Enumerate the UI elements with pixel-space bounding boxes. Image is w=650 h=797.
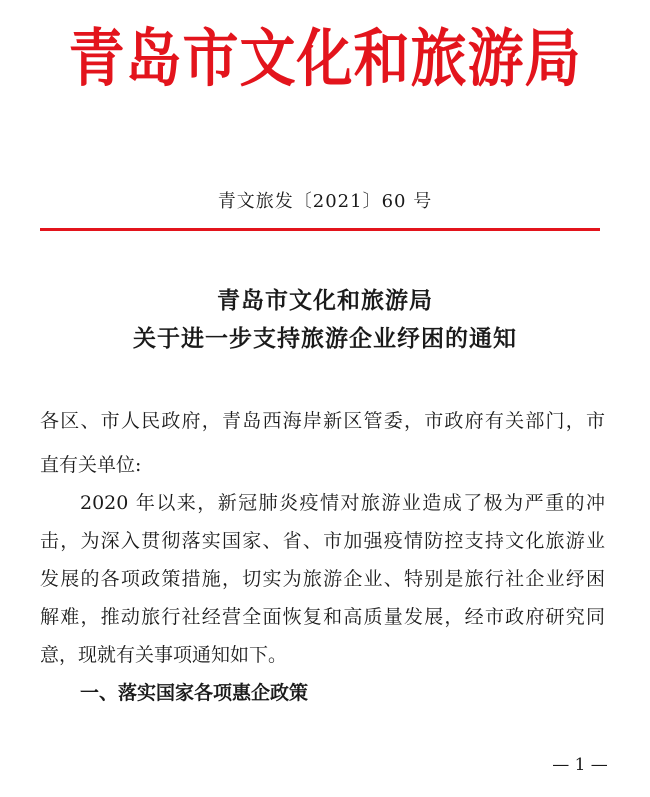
document-number: 青文旅发〔2021〕60 号: [217, 191, 433, 212]
body-line-2: 击，为深入贯彻落实国家、省、市加强疫情防控支持文化旅游业: [40, 530, 605, 552]
body-line-4: 解难，推动旅行社经营全面恢复和高质量发展，经市政府研究同: [40, 606, 605, 628]
body-line-1: 2020 年以来，新冠肺炎疫情对旅游业造成了极为严重的冲: [80, 492, 605, 514]
title-line-1: 青岛市文化和旅游局: [217, 287, 433, 314]
body-line-3: 发展的各项政策措施，切实为旅游企业、特别是旅行社企业纾困: [40, 568, 605, 590]
page-number: — 1 —: [552, 755, 608, 775]
addressee-line-2: 直有关单位:: [40, 454, 142, 476]
section-heading: 一、落实国家各项惠企政策: [80, 682, 309, 704]
body-line-5: 意，现就有关事项通知如下。: [40, 644, 288, 666]
title-line-2: 关于进一步支持旅游企业纾困的通知: [133, 325, 517, 352]
addressee-line-1: 各区、市人民政府，青岛西海岸新区管委，市政府有关部门，市: [40, 410, 605, 432]
issuing-authority-header: 青岛市文化和旅游局: [68, 21, 582, 96]
red-divider-line: [40, 228, 600, 231]
